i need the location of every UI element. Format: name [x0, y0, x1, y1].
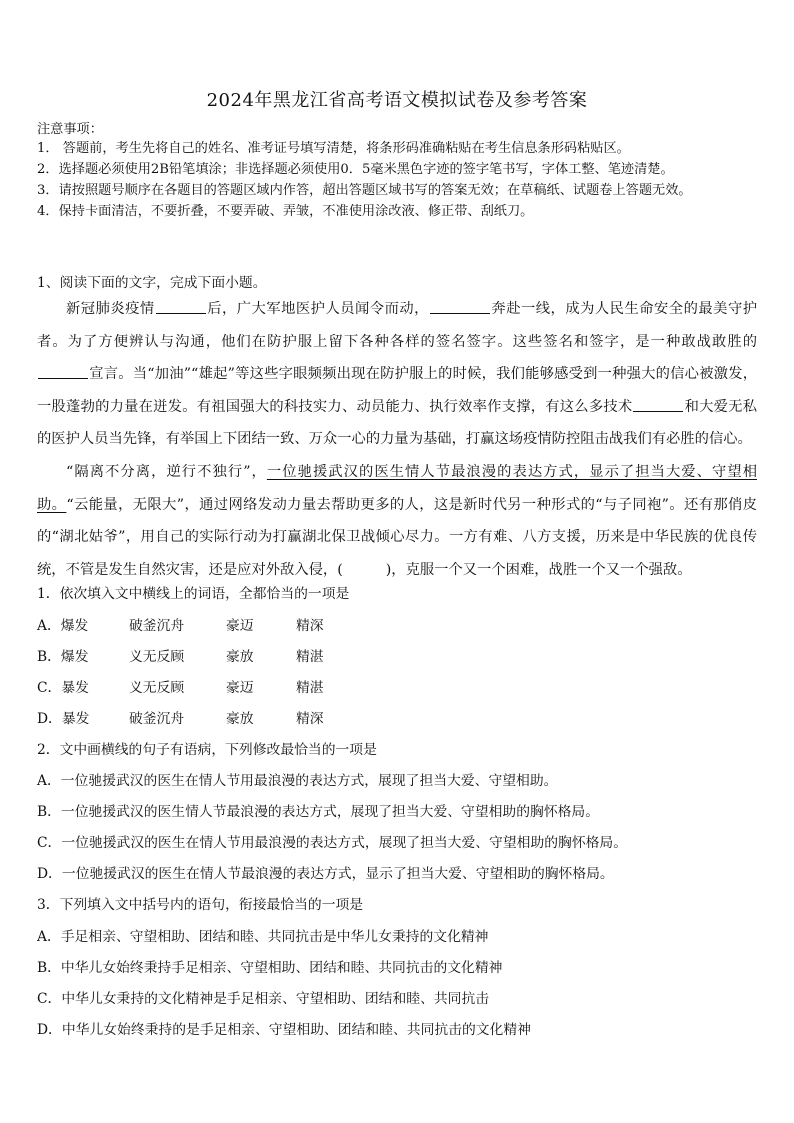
notes-item: 4．保持卡面清洁，不要折叠，不要弄破、弄皱，不准使用涂改液、修正带、刮纸刀。	[37, 204, 534, 219]
passage-text: 新冠肺炎疫情	[66, 301, 155, 317]
option-word: 豪迈	[226, 618, 254, 634]
question-3-option-a: A．手足相亲、守望相助、团结和睦、共同抗击是中华儿女秉持的文化精神	[37, 929, 489, 945]
page-title: 2024年黑龙江省高考语文模拟试卷及参考答案	[206, 90, 588, 111]
passage-text: 宣言。当“加油”“雄起”等这些字眼频频出现在防护服上的时候，我们能够感受到一种强大的信心被激发，一股蓬勃的力量在迸发。有祖国强大的科技实力、动员能力、执行效率作支撑，有这么多技术	[37, 366, 757, 415]
passage-text: 和大爱无私的医护人员当先锋，有举国上下团结一致、万众一心的力量为基础，打赢这场疫情防控阻击战我们有必胜的信心。	[37, 398, 757, 448]
question-2-option-d: D．一位驰援武汉的医生在情人节最浪漫的表达方式，显示了担当大爱、守望相助的胸怀格局。	[37, 866, 614, 882]
question-2-option-b: B．一位驰援武汉的医生情人节最浪漫的表达方式，展现了担当大爱、守望相助的胸怀格局。	[37, 804, 600, 820]
fill-blank	[156, 299, 206, 314]
question-3-option-c: C．中华儿女秉持的文化精神是手足相亲、守望相助、团结和睦、共同抗击	[37, 991, 490, 1007]
passage-text: “隔离不分离，逆行不独行”，	[66, 463, 267, 480]
question-1-option-d	[37, 707, 324, 727]
option-word: 破釜沉舟	[129, 711, 185, 727]
question-3-option-b: B．中华儿女始终秉持手足相亲、守望相助、团结和睦、共同抗击的文化精神	[37, 960, 503, 976]
option-word: 精深	[296, 618, 324, 634]
question-2-stem: 2．文中画横线的句子有语病，下列修改最恰当的一项是	[37, 742, 377, 758]
fill-blank	[633, 397, 683, 412]
option-label: A．爆发	[37, 618, 89, 634]
notes-item: 2．选择题必须使用2B铅笔填涂；非选择题必须使用0．5毫米黑色字迹的签字笔书写，字体工整、笔迹清楚。	[37, 162, 674, 177]
option-label: C．暴发	[37, 680, 89, 696]
notes-heading: 注意事项：	[37, 122, 103, 137]
question-1-stem: 1．依次填入文中横线上的词语，全都恰当的一项是	[37, 586, 350, 602]
notes-item: 1． 答题前，考生先将自己的姓名、准考证号填写清楚，将条形码准确粘贴在考生信息条形码粘贴区。	[37, 141, 630, 156]
question-2-option-c: C．一位驰援武汉的医生在情人节用最浪漫的表达方式，展现了担当大爱、守望相助的胸怀格局。	[37, 835, 628, 851]
option-word: 义无反顾	[129, 680, 185, 696]
option-word: 破釜沉舟	[129, 618, 185, 634]
underlined-sentence: 一位驰援武汉的医生情人节最浪漫的表达方式，显示了担当大爱、守望相助。	[37, 463, 757, 513]
question-1-option-b	[37, 645, 324, 665]
option-word: 豪放	[226, 649, 254, 665]
passage-paragraph-1	[37, 293, 757, 456]
notes-item: 3．请按照题号顺序在各题目的答题区域内作答，超出答题区域书写的答案无效；在草稿纸、试题卷上答题无效。	[37, 183, 692, 198]
option-word: 义无反顾	[129, 649, 185, 665]
question-2-option-a: A．一位驰援武汉的医生在情人节用最浪漫的表达方式，展现了担当大爱、守望相助。	[37, 773, 558, 789]
passage-paragraph-2	[37, 456, 757, 586]
option-word: 精湛	[296, 680, 324, 696]
passage-text: 后，广大军地医护人员闻令而动，	[206, 301, 429, 317]
option-label: D．暴发	[37, 711, 90, 727]
question-3-stem: 3．下列填入文中括号内的语句，衔接最恰当的一项是	[37, 897, 364, 913]
question-1-option-a	[37, 614, 324, 634]
fill-blank	[430, 299, 490, 314]
reading-passage	[37, 293, 757, 586]
option-label: B．爆发	[37, 649, 89, 665]
section-intro: 1、阅读下面的文字，完成下面小题。	[37, 275, 267, 291]
passage-text: “云能量，无限大”，通过网络发动力量去帮助更多的人，这是新时代另一种形式的“与子同袍”。还有那俏皮的“湖北姑爷”，用自己的实际行动为打赢湖北保卫战倾心尽力。一方有难、八方支援，历来是中华民族的优良传统，不管是发生自然灾害，还是应对外敌入侵，( )，克服一个又一个困难，战胜一个又一个强敌。	[37, 496, 758, 578]
question-3-option-d: D．中华儿女始终秉持的是手足相亲、守望相助、团结和睦、共同抗击的文化精神	[37, 1022, 531, 1038]
option-word: 豪迈	[226, 680, 254, 696]
passage-text: 奔赴一线，成为人民生命安全的最美守护者。为了方便辨认与沟通，他们在防护服上留下各种各样的签名签字。这些签名和签字，是一种敢战敢胜的	[37, 301, 758, 350]
option-word: 豪放	[226, 711, 254, 727]
question-1-option-c	[37, 676, 324, 696]
option-word: 精深	[296, 711, 324, 727]
fill-blank	[38, 364, 88, 379]
option-word: 精湛	[296, 649, 324, 665]
